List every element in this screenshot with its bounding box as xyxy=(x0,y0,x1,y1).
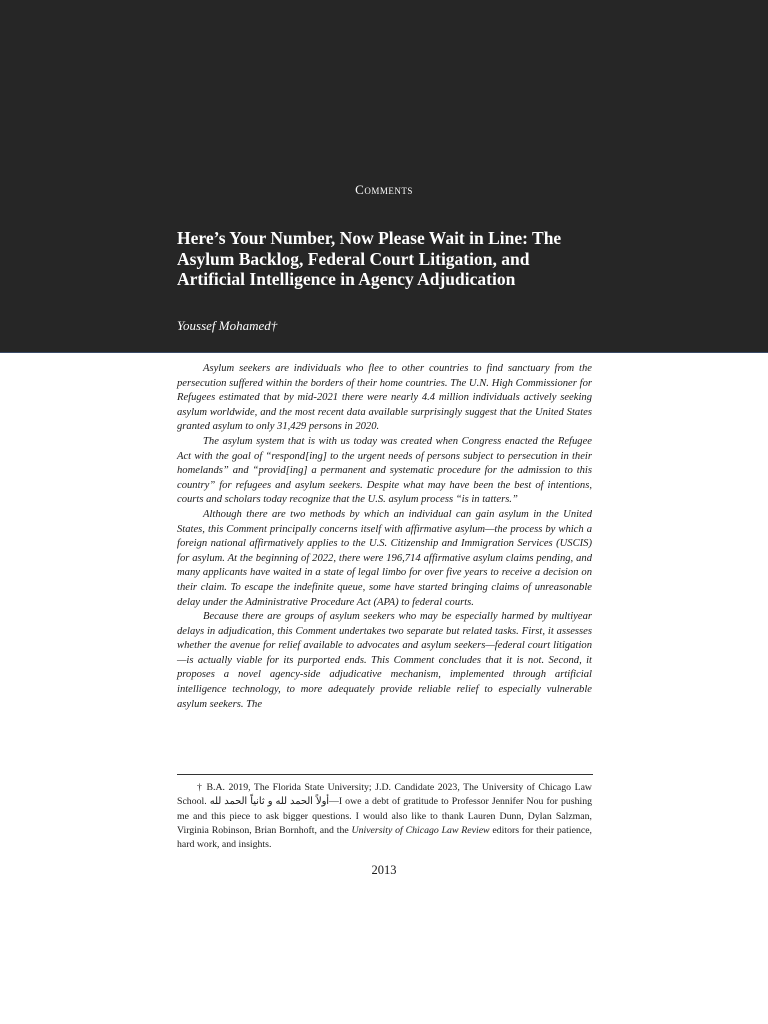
author-name: Youssef Mohamed† xyxy=(177,318,278,333)
section-label: Comments xyxy=(355,182,413,197)
footnote-journal-name: University of Chicago Law Review xyxy=(351,824,490,836)
body-paragraph: Because there are groups of asylum seekers who may be especially harmed by multiyear delays in adjudication, this Comment undertakes two separate but related tasks. First, it assesses whether the avenue for relief available to advocates and asylum seekers—federal court litigation—is actually viable for its purported ends. This Comment concludes that it is not. Second, it proposes a novel agency-side adjudicative mechanism, implemented through artificial intelligence technology, to more adequately provide reliable relief to especially vulnerable asylum seekers. The xyxy=(177,611,592,710)
footnote-text-before: † B.A. 2019, The Florida State University; J.D. Candidate 2023, The University of Chicago Law School. أولاً الحمد لله و ثانياً الحمد لله—I owe a debt of gratitude to Professor Jennifer Nou for pushing me and this piece to ask bigger questions. I would also like to thank Lauren Dunn, Dylan Salzman, Virginia Robinson, Brian Bornhoft, and the xyxy=(177,782,592,836)
title-banner xyxy=(0,0,768,353)
body-paragraph: The asylum system that is with us today was created when Congress enacted the Refugee Act with the goal of “respond[ing] to the urgent needs of persons subject to persecution in their homelands” and “provid[ing] a permanent and systematic procedure for the admission to this country” for refugees and asylum seekers. Despite what may have been the best of intentions, courts and scholars today recognize that the U.S. asylum process “is in tatters.” xyxy=(177,435,592,506)
article-title: Here’s Your Number, Now Please Wait in Line: The Asylum Backlog, Federal Court Litigation, and Artificial Intelligence in Agency Adjudication xyxy=(177,228,562,289)
page-number: 2013 xyxy=(371,863,397,877)
body-paragraph: Although there are two methods by which an individual can gain asylum in the United States, this Comment principally concerns itself with affirmative asylum—the process by which a foreign national affirmatively applies to the U.S. Citizenship and Immigration Services (USCIS) for asylum. At the beginning of 2022, there were 196,714 affirmative asylum claims pending, and many applicants have waited in a state of legal limbo for over five years to receive a decision on their claim. To escape the indefinite queue, some have started bringing claims of unreasonable delay under the Administrative Procedure Act (APA) to federal courts. xyxy=(177,508,592,608)
footnote xyxy=(177,781,592,852)
article-body xyxy=(177,362,592,712)
footnote-text-after: editors for their patience, hard work, and insights. xyxy=(177,824,592,851)
body-paragraph: Asylum seekers are individuals who flee to other countries to find sanctuary from the persecution suffered within the borders of their home countries. The U.N. High Commissioner for Refugees estimated that by mid-2021 there were nearly 4.4 million individuals actively seeking asylum worldwide, and the most recent data available surprisingly suggest that the United States granted asylum to only 31,429 persons in 2020. xyxy=(177,363,592,433)
footnote-divider xyxy=(177,774,593,775)
